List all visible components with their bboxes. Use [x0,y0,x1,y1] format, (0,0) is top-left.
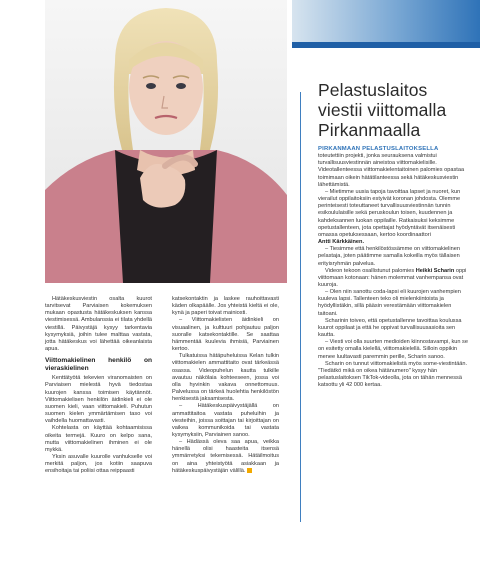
section-subheading: Viittomakielinen henkilö on vieraskielinen [45,357,152,373]
body-paragraph: – Viesti voi olla suurten medioiden kiinnostavampi, kun se on esitetty omalla kielellä, viittomakielellä. Silloin oppikin menee luultavasti paremmin perille, Scharin sanoo. [318,339,468,360]
person-name: Antti Kärkkäinen. [318,239,365,246]
body-text: – Hädässä oleva saa apua, veikka hänellä olisi haasteita itsensä ymmärretyksi tekemisessä. Hätäilmoitus on aina yhteistyötä asiakkaan ja hätäkeskuspäivystäjän välillä. [172,439,279,474]
body-paragraph: Yksin asuvalle kuurolle vanhukselle voi merkitä paljon, jos kotiin saapuva ensihoitaja tai poliisi ottaa reippaasti [45,453,152,475]
body-paragraph [318,239,468,246]
body-text: Videon tekoon osallistunut palomies [325,267,415,274]
portrait-photo [45,0,287,283]
body-paragraph [172,439,279,475]
body-paragraph: – Olen niin sanottu coda-lapsi eli kuurojen vanhempien kuuleva lapsi. Tallenteen teko oli mielenkiintoista ja hyödyllistäkin, sillä pääsin verestämään viittomakielen taitoani. [318,289,461,317]
body-text: oppi viittomaan kotonaan: hänen molemmat vanhempansa ovat kuuroja. [318,267,467,288]
body-paragraph: Tulkatuissa hätäpuheluissa Kelan tulkin viittomakielen ammattitaito ovat tärkeässä osassa. Videopuhelun kautta tulkille avautuu näkölaia kohteeseen, jossa voi olla hyvinkin vakava onnettomuus. Palvelussa on tärkeä huolehtia henkilöstön henkisestä jaksamisesta. [172,353,279,403]
person-name: Heikki Scharin [415,267,455,274]
body-paragraph: – Mietimme uusia tapoja tavoittaa lapset ja nuoret, kun vierailut oppilaitoksiin estyivät koronan johdosta. Olemme perinteisesti toteuttaneet turvallisuusviestinnän tunnin esikoululaisille sekä peruskoulun toisen, kuudennen ja kahdeksannen luokan oppilaille. Ratkaisuksi keksimme opetustallenteen, jota opettajat hyödyntävät itsenäisesti omassa opetuksessaan, kertoo koordinaattori [318,188,461,238]
lead-label: PIRKANMAAN PELASTUSLAITOKSELLA [318,146,439,152]
right-column [318,146,468,389]
headline-block [318,80,468,140]
middle-column [172,296,279,475]
body-paragraph: – Viittomakielisten äidinkieli on visuaalinen, ja kulttuuri pohjautuu paljon suoralle katsekontaktille. Se saattaa hämmentää kuulevia ihmisiä, Parviainen kertoo. [172,317,279,353]
body-paragraph: Kohtelasta on käyttää kohtaamisissa oikeita termejä. Kuuro on kelpo sana, mutta viittomakielinen ihminen ei ole mykkä. [45,425,152,453]
article-headline: Pelastuslaitos viestii viittomalla Pirkanmaalla [318,80,447,140]
body-paragraph: Scharin on tunnut viittomakielistä myös some-viestintään. "Tiedätkö mikä on oikea hätänumero" kysyy hän pelastuslaitoksen TikTok-videolla, jota on tähän mennessä katsottu yli 42 000 kertaa. [318,360,468,389]
portrait-illustration [45,0,287,283]
header-color-band [292,0,480,48]
body-paragraph: Hätäkeskusviestin osalta kuurot tarvitsevat Parviaisen kokemuksen mukaan opastusta hätäkeskuksen kanssa viestimisessä. Ambulanssia ei tilata yhdellä viestillä. Päivystäjä kysyy tarkentavia kysymyksiä, joihin tulee malttaa vastata, jotta hätäkeskus voi lähettää oikeanlaista apua. [45,296,152,353]
lead-paragraph [318,146,468,189]
body-paragraph [318,268,468,289]
lead-text: toteutettiin projekti, jonka seurauksena valmistui turvallisuusviestinnän aineistoa viittomakielisille. Videotallenteessa viittomakielentaitoinen palomies opastaa toimimaan oikein hätätilanteessa sekä hätäkeskusviestin lähettämistä. [318,153,465,188]
body-paragraph: katsekontaktin ja laskee rauhoittavasti käden olkapäälle. Jos yhteistä kieltä ei ole, kynä ja paperi toivat mainiosti. [172,296,279,317]
left-column [45,296,152,475]
body-paragraph: – Tiesimme että henkilöstössämme on viittomakielinen pelastaja, joten päätimme samalla kokeilla myös tällaisen erityisryhmän palvelua. [318,246,460,267]
body-paragraph: – Hätäkeskuspäivystäjällä on ammattitaitoa vastata puheluihin ja viesteihin, joissa soittajan tai kirjoittajan on vaikea kommunikoida tai vastata kysymyksiin, Parviainen sanoo. [172,403,279,438]
end-mark-icon [247,468,252,473]
column-divider [300,92,301,522]
body-paragraph: Kenttätyötä tekevien viranomaisten on Parviaisen mielestä hyvä tiedostaa kuurojen kanssa toimisen käytännöt. Viittomakielisen henkilön äidinkieli ei ole suomen kieli, vaan viittomakieli. Puhutun suomen kielen ymmärtämisen taso voi vaihdella huomattavasti. [45,375,152,425]
body-paragraph: Scharinin toiveo, että opetustallenne tavoittaa koulussa kuurot oppilaat ja että he oppivat turvallisuusasioita sen kautta. [318,317,462,339]
